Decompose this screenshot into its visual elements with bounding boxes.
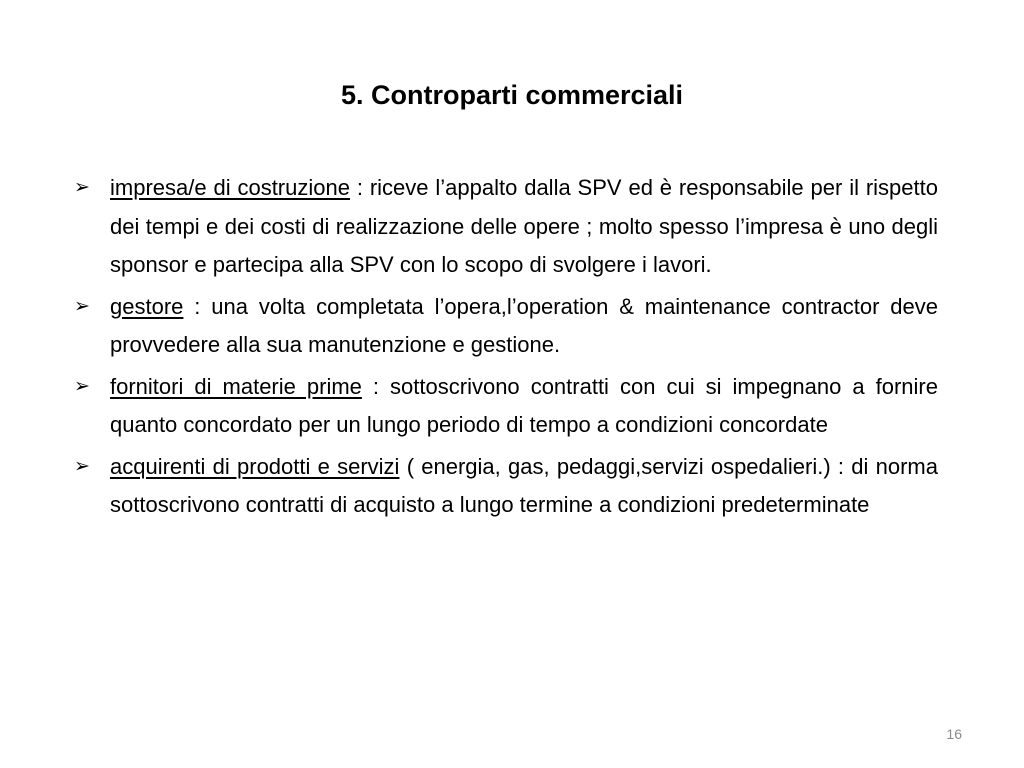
arrow-right-icon: ➢ <box>74 177 90 198</box>
bullet-text: ( energia, gas, pedaggi,servizi ospedalieri.) : di norma sottoscrivono contratti di acquisto a lungo termine a condizioni predeterminate <box>110 453 938 517</box>
bullet-item-gestore <box>74 288 938 365</box>
bullet-text: : riceve l’appalto dalla SPV ed è responsabile per il rispetto dei tempi e dei costi di realizzazione delle opere ; molto spesso l’impresa è uno degli sponsor e partecipa alla SPV con lo scopo di svolgere i lavori. <box>110 175 938 277</box>
bullet-item-impresa <box>74 169 938 285</box>
bullet-text: : una volta completata l’opera,l’operation & maintenance contractor deve provvedere alla sua manutenzione e gestione. <box>110 293 938 357</box>
arrow-right-icon: ➢ <box>74 295 90 317</box>
bullet-term: gestore <box>110 293 184 319</box>
bullet-term: fornitori di materie prime <box>110 373 362 399</box>
bullet-list <box>74 169 938 528</box>
page-number: 16 <box>946 726 962 742</box>
arrow-right-icon: ➢ <box>74 455 90 477</box>
arrow-right-icon: ➢ <box>74 375 90 397</box>
bullet-term: acquirenti di prodotti e servizi <box>110 453 400 479</box>
slide-title: 5. Controparti commerciali <box>340 80 684 110</box>
bullet-text: : sottoscrivono contratti con cui si impegnano a fornire quanto concordato per un lungo periodo di tempo a condizioni concordate <box>110 373 938 437</box>
bullet-item-acquirenti <box>74 448 938 525</box>
bullet-term: impresa/e di costruzione <box>110 175 350 200</box>
bullet-item-fornitori <box>74 368 938 445</box>
